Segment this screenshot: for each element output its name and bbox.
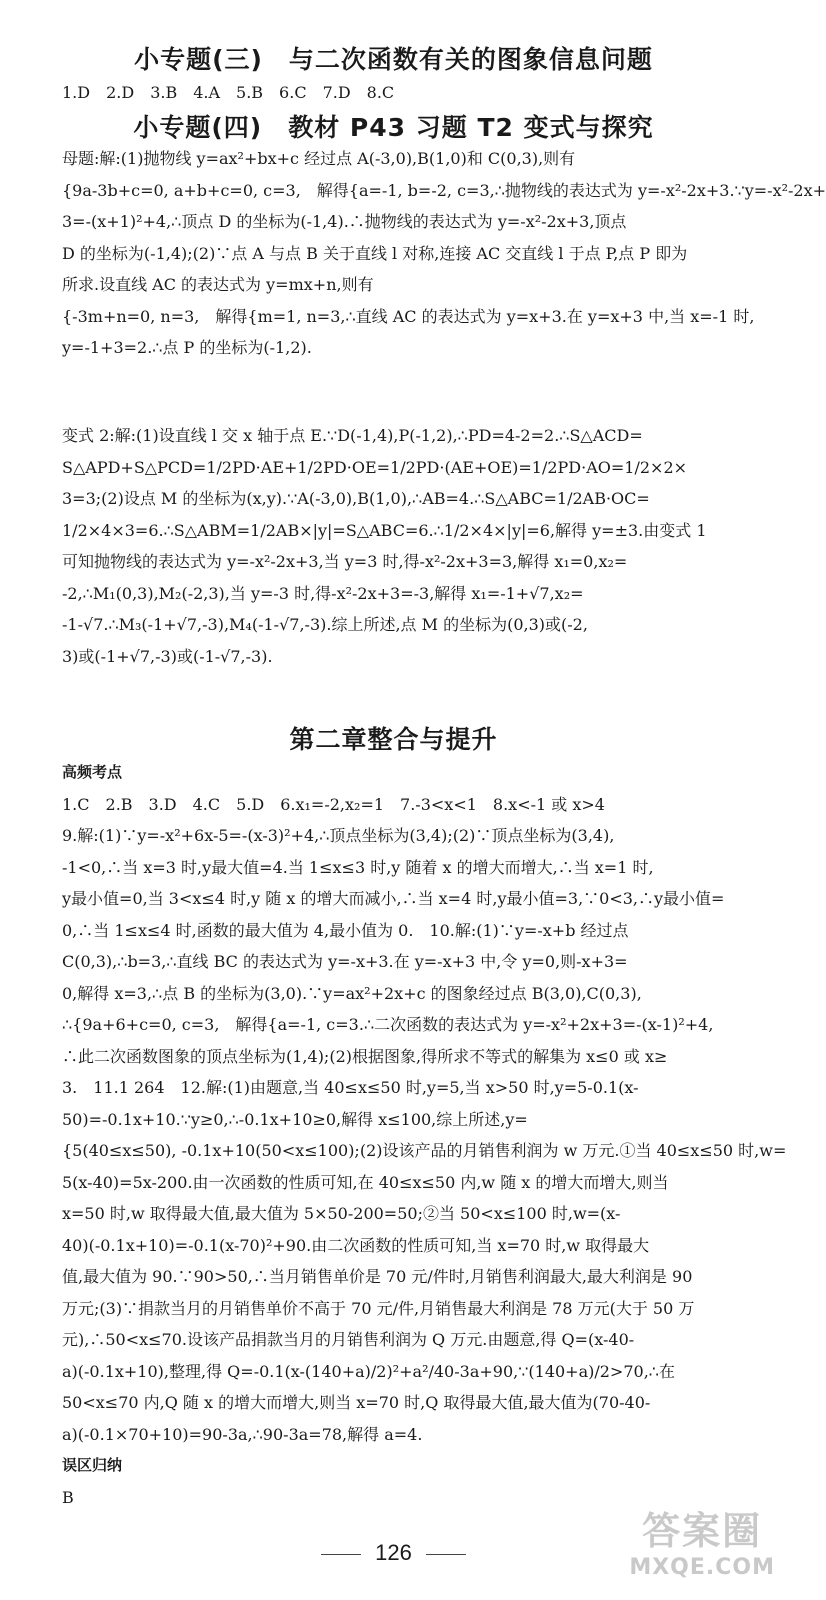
text-line: 1/2×4×3=6.∴S△ABM=1/2AB×|y|=S△ABC=6.∴1/2×4×|y|=6,解得 y=±3.由变式 1 <box>62 520 707 540</box>
text-line: 万元;(3)∵捐款当月的月销售单价不高于 70 元/件,月销售最大利润是 78 万元(大于 50 万 <box>62 1298 695 1318</box>
text-line: 所求.设直线 AC 的表达式为 y=mx+n,则有 <box>62 275 374 294</box>
topic-4-mother-problem-solution <box>62 143 826 364</box>
text-line: 3. 11.1 264 12.解:(1)由题意,当 40≤x≤50 时,y=5,当 x>50 时,y=5-0.1(x- <box>62 1078 639 1097</box>
text-line: 0,解得 x=3,∴点 B 的坐标为(3,0).∵y=ax²+2x+c 的图象经过点 B(3,0),C(0,3), <box>62 983 642 1003</box>
text-line: 3)或(-1+√7,-3)或(-1-√7,-3). <box>62 646 273 666</box>
text-line: 50)=-0.1x+10.∵y≥0,∴-0.1x+10≥0,解得 x≤100,综上所述,y= <box>62 1109 528 1129</box>
text-line: 40)(-0.1x+10)=-0.1(x-70)²+90.由二次函数的性质可知,当 x=70 时,w 取得最大 <box>62 1235 650 1255</box>
text-line: 值,最大值为 90.∵90>50,∴当月销售单价是 70 元/件时,月销售利润最大,最大利润是 90 <box>62 1267 693 1286</box>
text-line: a)(-0.1×70+10)=90-3a,∴90-3a=78,解得 a=4. <box>62 1424 423 1444</box>
text-line: 5(x-40)=5x-200.由一次函数的性质可知,在 40≤x≤50 内,w 随 x 的增大而增大,则当 <box>62 1172 669 1192</box>
text-line: ∴此二次函数图象的顶点坐标为(1,4);(2)根据图象,得所求不等式的解集为 x≤0 或 x≥ <box>62 1046 668 1066</box>
text-line: 变式 2:解:(1)设直线 l 交 x 轴于点 E.∵D(-1,4),P(-1,2),∴PD=4-2=2.∴S△ACD= <box>62 426 643 445</box>
text-line: x=50 时,w 取得最大值,最大值为 5×50-200=50;②当 50<x≤100 时,w=(x- <box>62 1204 621 1223</box>
text-line: 母题:解:(1)抛物线 y=ax²+bx+c 经过点 A(-3,0),B(1,0)和 C(0,3),则有 <box>62 149 576 168</box>
watermark-logo <box>629 1500 775 1580</box>
text-line: y最小值=0,当 3<x≤4 时,y 随 x 的增大而减小,∴当 x=4 时,y最小值=3,∵0<3,∴y最小值= <box>62 889 725 908</box>
text-line: a)(-0.1x+10),整理,得 Q=-0.1(x-(140+a)/2)²+a²/40-3a+90,∵(140+a)/2>70,∴在 <box>62 1361 675 1381</box>
watermark-title: 答案圈 <box>642 1509 763 1553</box>
text-line: D 的坐标为(-1,4);(2)∵点 A 与点 B 关于直线 l 对称,连接 AC 交直线 l 于点 P,点 P 即为 <box>62 243 688 263</box>
text-line: -2,∴M₁(0,3),M₂(-2,3),当 y=-3 时,得-x²-2x+3=-3,解得 x₁=-1+√7,x₂= <box>62 583 584 603</box>
text-line: 可知抛物线的表达式为 y=-x²-2x+3,当 y=3 时,得-x²-2x+3=3,解得 x₁=0,x₂= <box>62 552 628 571</box>
text-line: 元),∴50<x≤70.设该产品捐款当月的月销售利润为 Q 万元.由题意,得 Q=(x-40- <box>62 1330 635 1349</box>
text-line: C(0,3),∴b=3,∴直线 BC 的表达式为 y=-x+3.在 y=-x+3 中,令 y=0,则-x+3= <box>62 952 628 971</box>
watermark-url: MXQE.COM <box>629 1555 775 1580</box>
heading-chapter-2-review: 第二章整合与提升 <box>289 725 498 754</box>
text-line: -1<0,∴当 x=3 时,y最大值=4.当 1≤x≤3 时,y 随着 x 的增大而增大,∴当 x=1 时, <box>62 857 654 877</box>
text-line: 1.C 2.B 3.D 4.C 5.D 6.x₁=-2,x₂=1 7.-3<x<1 8.x<-1 或 x>4 <box>62 794 605 814</box>
text-line: S△APD+S△PCD=1/2PD·AE+1/2PD·OE=1/2PD·(AE+OE)=1/2PD·AO=1/2×2× <box>62 457 688 477</box>
text-line: {9a-3b+c=0, a+b+c=0, c=3, 解得{a=-1, b=-2, c=3,∴抛物线的表达式为 y=-x²-2x+3.∵y=-x²-2x+ <box>62 180 826 200</box>
text-line: y=-1+3=2.∴点 P 的坐标为(-1,2). <box>62 338 312 357</box>
heading-topic-3: 小专题(三) 与二次函数有关的图象信息问题 <box>134 45 653 74</box>
section-error-summary: 误区归纳 <box>62 1456 123 1474</box>
topic-4-variant-2-solution <box>62 420 734 672</box>
section-high-frequency: 高频考点 <box>62 763 123 781</box>
text-line: 0,∴当 1≤x≤4 时,函数的最大值为 4,最小值为 0. 10.解:(1)∵y=-x+b 经过点 <box>62 920 629 940</box>
text-line: 3=-(x+1)²+4,∴顶点 D 的坐标为(-1,4).∴抛物线的表达式为 y=-x²-2x+3,顶点 <box>62 212 627 231</box>
text-line: 3=3;(2)设点 M 的坐标为(x,y).∵A(-3,0),B(1,0),∴AB=4.∴S△ABC=1/2AB·OC= <box>62 489 650 508</box>
chapter-2-solutions <box>62 757 787 1513</box>
text-line: {5(40≤x≤50), -0.1x+10(50<x≤100);(2)设该产品的月销售利润为 w 万元.①当 40≤x≤50 时,w= <box>62 1141 787 1160</box>
text-line: 50<x≤70 内,Q 随 x 的增大而增大,则当 x=70 时,Q 取得最大值,最大值为(70-40- <box>62 1393 651 1412</box>
text-line: ∴{9a+6+c=0, c=3, 解得{a=-1, c=3.∴二次函数的表达式为 y=-x²+2x+3=-(x-1)²+4, <box>62 1015 714 1034</box>
text-line: {-3m+n=0, n=3, 解得{m=1, n=3,∴直线 AC 的表达式为 y=x+3.在 y=x+3 中,当 x=-1 时, <box>62 306 755 326</box>
error-summary-answer: B <box>62 1487 74 1507</box>
answers-topic-3: 1.D 2.D 3.B 4.A 5.B 6.C 7.D 8.C <box>62 83 395 102</box>
divider <box>321 1554 361 1555</box>
divider <box>426 1554 466 1555</box>
page-number: 126 <box>375 1540 412 1565</box>
heading-topic-4: 小专题(四) 教材 P43 习题 T2 变式与探究 <box>133 113 654 142</box>
text-line: -1-√7.∴M₃(-1+√7,-3),M₄(-1-√7,-3).综上所述,点 M 的坐标为(0,3)或(-2, <box>62 615 588 634</box>
text-line: 9.解:(1)∵y=-x²+6x-5=-(x-3)²+4,∴顶点坐标为(3,4);(2)∵顶点坐标为(3,4), <box>62 826 615 845</box>
